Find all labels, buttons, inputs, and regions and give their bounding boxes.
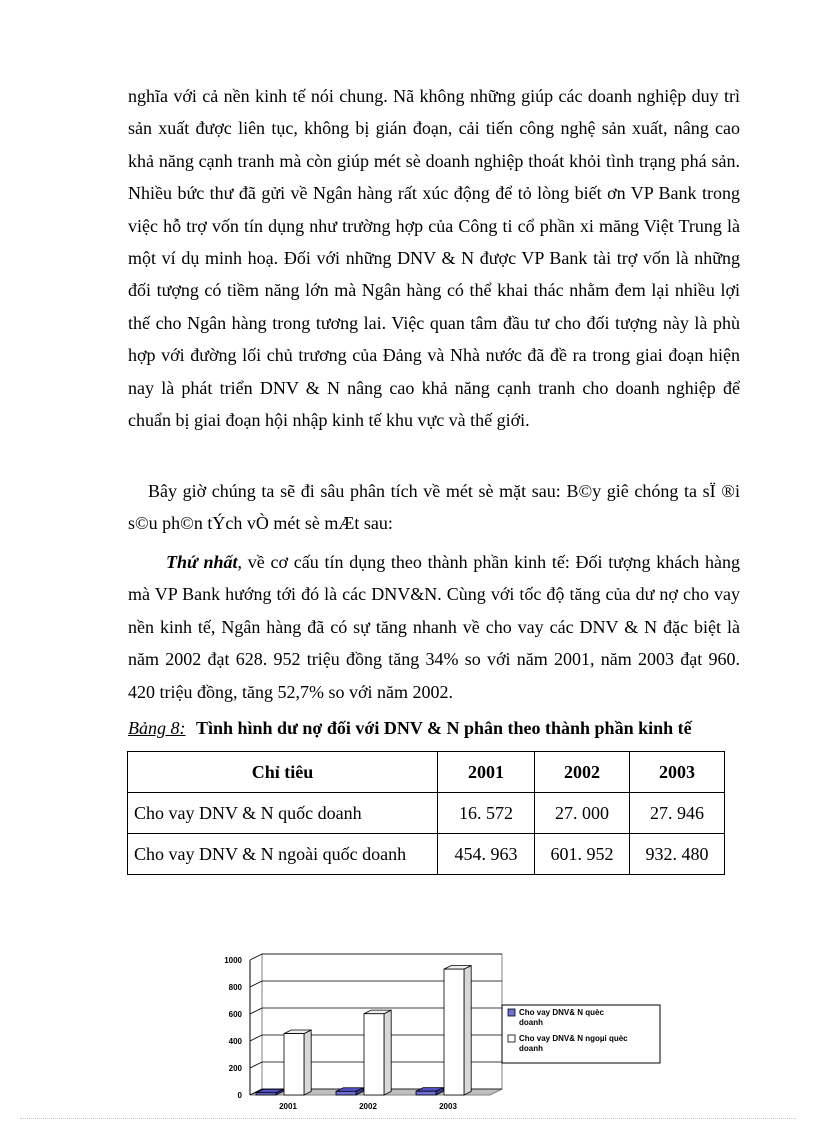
paragraph-3-lead: Thứ nhất [166, 552, 238, 572]
cell-value: 27. 000 [535, 793, 630, 834]
header-2003: 2003 [630, 752, 725, 793]
cell-value: 932. 480 [630, 834, 725, 875]
row-label: Cho vay DNV & N ngoài quốc doanh [128, 834, 438, 875]
y-tick-label: 600 [228, 1010, 242, 1019]
bar [336, 1091, 356, 1095]
table-row [128, 834, 725, 875]
table-caption-tag: Bảng 8: [128, 718, 186, 738]
paragraph-3 [128, 546, 740, 708]
header-2002: 2002 [535, 752, 630, 793]
bar-chart [220, 950, 670, 1115]
bar-side [464, 966, 471, 1095]
legend-label-line: Cho vay DNV& N ngoµi quèc [519, 1034, 628, 1043]
footer-divider [20, 1118, 796, 1119]
bar [364, 1014, 384, 1095]
bar [444, 969, 464, 1095]
table-row [128, 793, 725, 834]
data-table [127, 751, 725, 875]
table-caption-title: Tình hình dư nợ đối với DNV & N phân theo thành phần kinh tế [196, 718, 692, 738]
bar-side [384, 1010, 391, 1095]
cell-value: 601. 952 [535, 834, 630, 875]
legend-label-line: doanh [519, 1044, 543, 1053]
legend-swatch [508, 1009, 515, 1016]
cell-value: 454. 963 [438, 834, 535, 875]
legend-label-line: Cho vay DNV& N quèc [519, 1008, 604, 1017]
y-tick-label: 1000 [224, 956, 242, 965]
x-tick-label: 2002 [359, 1102, 377, 1111]
header-chi-tieu: Chỉ tiêu [128, 752, 438, 793]
cell-value: 16. 572 [438, 793, 535, 834]
bar [256, 1093, 276, 1095]
paragraph-1: nghĩa với cả nền kinh tế nói chung. Nã không những giúp các doanh nghiệp duy trì sản xuất được liên tục, không bị gián đoạn, cải tiến công nghệ sản xuất, nâng cao khả năng cạnh tranh mà còn giúp mét sè doanh nghiệp thoát khỏi tình trạng phá sản. Nhiều bức thư đã gửi về Ngân hàng rất xúc động để tỏ lòng biết ơn VP Bank trong việc hỗ trợ vốn tín dụng như trường hợp của Công ti cổ phần xi măng Việt Trung là một ví dụ minh hoạ. Đối với những DNV & N được VP Bank tài trợ vốn là những đối tượng có tiềm năng lớn mà Ngân hàng có thể khai thác nhằm đem lại nhiều lợi thế cho Ngân hàng trong tương lai. Việc quan tâm đầu tư cho đối tượng này là phù hợp với đường lối chủ trương của Đảng và Nhà nước đã đề ra trong giai đoạn hiện nay là phát triển DNV & N nâng cao khả năng cạnh tranh cho doanh nghiệp để chuẩn bị giai đoạn hội nhập kinh tế khu vực và thế giới. [128, 86, 740, 431]
bar-side [304, 1030, 311, 1095]
bar [284, 1034, 304, 1095]
paragraph-3-body: , về cơ cấu tín dụng theo thành phần kinh tế: Đối tượng khách hàng mà VP Bank hướng tới đó là các DNV&N. Cùng với tốc độ tăng của dư nợ cho vay nền kinh tế, Ngân hàng đã có sự tăng nhanh về cho vay các DNV & N đặc biệt là năm 2002 đạt 628. 952 triệu đồng tăng 34% so với năm 2001, năm 2003 đạt 960. 420 triệu đồng, tăng 52,7% so với năm 2002. [128, 552, 740, 702]
y-tick-label: 0 [237, 1091, 242, 1100]
header-2001: 2001 [438, 752, 535, 793]
y-tick-label: 800 [228, 983, 242, 992]
legend-swatch [508, 1035, 515, 1042]
y-tick-label: 200 [228, 1064, 242, 1073]
x-tick-label: 2003 [439, 1102, 457, 1111]
bar [416, 1091, 436, 1095]
y-tick-label: 400 [228, 1037, 242, 1046]
row-label: Cho vay DNV & N quốc doanh [128, 793, 438, 834]
table-caption [128, 718, 748, 739]
table-header-row [128, 752, 725, 793]
paragraph-2: Bây giờ chúng ta sẽ đi sâu phân tích về mét sè mặt sau: B©y giê chóng ta sÏ ®i s©u ph©n tÝch vÒ mét sè mÆt sau: [128, 481, 740, 534]
x-tick-label: 2001 [279, 1102, 297, 1111]
legend-label-line: doanh [519, 1018, 543, 1027]
cell-value: 27. 946 [630, 793, 725, 834]
